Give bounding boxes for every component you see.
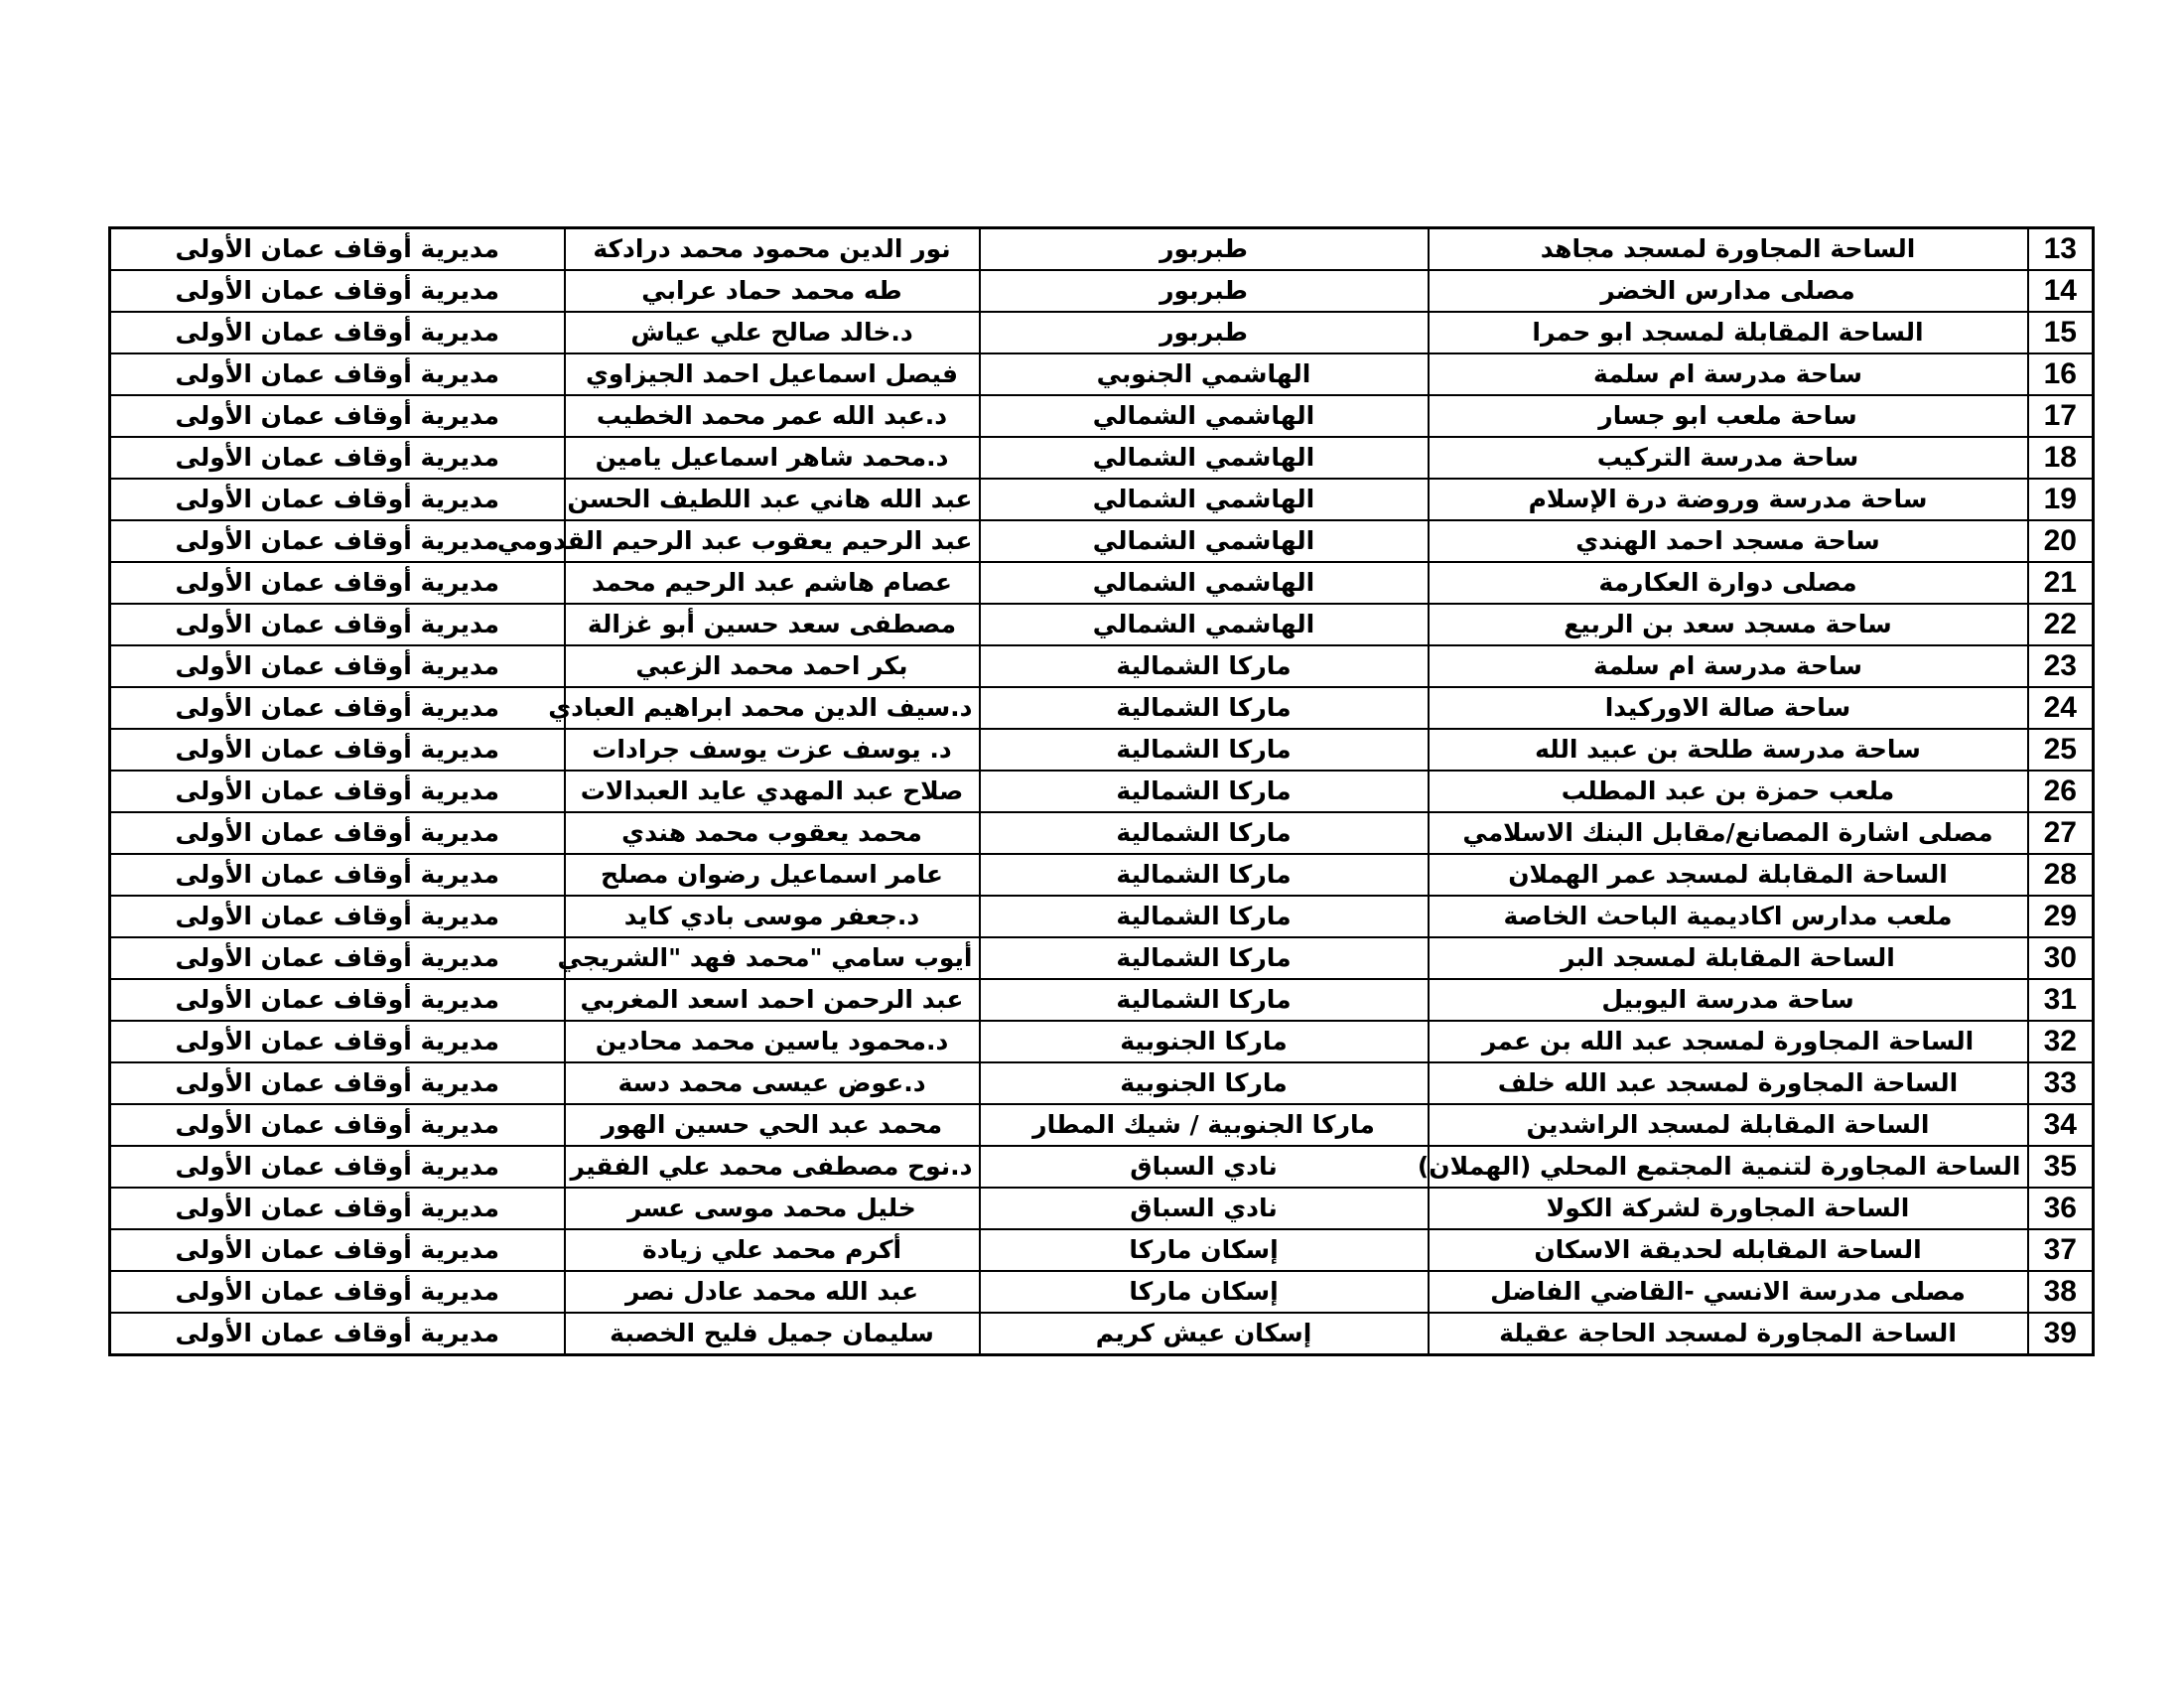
directorate-cell: مديرية أوقاف عمان الأولى — [110, 729, 565, 771]
area-cell: ماركا الشمالية — [980, 979, 1429, 1021]
directorate-cell: مديرية أوقاف عمان الأولى — [110, 812, 565, 854]
row-number: 18 — [2028, 437, 2094, 479]
row-number: 15 — [2028, 312, 2094, 353]
area-cell: ماركا الشمالية — [980, 687, 1429, 729]
area-cell: الهاشمي الشمالي — [980, 604, 1429, 645]
table-row — [110, 979, 2094, 1021]
location-cell: ساحة مسجد سعد بن الربيع — [1429, 604, 2028, 645]
person-name-cell: مصطفى سعد حسين أبو غزالة — [565, 604, 980, 645]
person-name-cell: د.جعفر موسى بادي كايد — [565, 896, 980, 937]
location-cell: ساحة مدرسة طلحة بن عبيد الله — [1429, 729, 2028, 771]
row-number: 24 — [2028, 687, 2094, 729]
table-row — [110, 1021, 2094, 1062]
table-row — [110, 645, 2094, 687]
directorate-cell: مديرية أوقاف عمان الأولى — [110, 312, 565, 353]
table-row — [110, 562, 2094, 604]
area-cell: ماركا الجنوبية — [980, 1021, 1429, 1062]
row-number: 32 — [2028, 1021, 2094, 1062]
directorate-cell: مديرية أوقاف عمان الأولى — [110, 353, 565, 395]
location-cell: الساحة المقابلة لمسجد البر — [1429, 937, 2028, 979]
area-cell: ماركا الشمالية — [980, 854, 1429, 896]
location-cell: مصلى دوارة العكارمة — [1429, 562, 2028, 604]
area-cell: نادي السباق — [980, 1146, 1429, 1188]
location-cell: الساحة المجاورة لمسجد الحاجة عقيلة — [1429, 1313, 2028, 1355]
person-name-cell: عبد الرحيم يعقوب عبد الرحيم القدومي — [565, 520, 980, 562]
directorate-cell: مديرية أوقاف عمان الأولى — [110, 854, 565, 896]
area-cell: طبربور — [980, 312, 1429, 353]
location-cell: الساحة المقابلة لمسجد عمر الهملان — [1429, 854, 2028, 896]
row-number: 16 — [2028, 353, 2094, 395]
prayer-locations-table — [108, 226, 2095, 1356]
area-cell: ماركا الشمالية — [980, 937, 1429, 979]
row-number: 22 — [2028, 604, 2094, 645]
location-cell: ساحة مسجد احمد الهندي — [1429, 520, 2028, 562]
row-number: 38 — [2028, 1271, 2094, 1313]
table-row — [110, 270, 2094, 312]
area-cell: إسكان ماركا — [980, 1271, 1429, 1313]
person-name-cell: د. يوسف عزت يوسف جرادات — [565, 729, 980, 771]
directorate-cell: مديرية أوقاف عمان الأولى — [110, 896, 565, 937]
row-number: 30 — [2028, 937, 2094, 979]
row-number: 26 — [2028, 771, 2094, 812]
area-cell: الهاشمي الشمالي — [980, 395, 1429, 437]
table-row — [110, 687, 2094, 729]
area-cell: إسكان عيش كريم — [980, 1313, 1429, 1355]
person-name-cell: خليل محمد موسى عسر — [565, 1188, 980, 1229]
location-cell: ساحة مدرسة اليوبيل — [1429, 979, 2028, 1021]
table-row — [110, 395, 2094, 437]
location-cell: ملعب حمزة بن عبد المطلب — [1429, 771, 2028, 812]
location-cell: ساحة مدرسة ام سلمة — [1429, 353, 2028, 395]
location-cell: ساحة صالة الاوركيدا — [1429, 687, 2028, 729]
person-name-cell: د.محمد شاهر اسماعيل يامين — [565, 437, 980, 479]
directorate-cell: مديرية أوقاف عمان الأولى — [110, 1062, 565, 1104]
row-number: 25 — [2028, 729, 2094, 771]
person-name-cell: محمد يعقوب محمد هندي — [565, 812, 980, 854]
row-number: 13 — [2028, 228, 2094, 271]
location-cell: الساحة المجاورة لمسجد عبد الله خلف — [1429, 1062, 2028, 1104]
person-name-cell: أكرم محمد علي زيادة — [565, 1229, 980, 1271]
directorate-cell: مديرية أوقاف عمان الأولى — [110, 1313, 565, 1355]
directorate-cell: مديرية أوقاف عمان الأولى — [110, 437, 565, 479]
directorate-cell: مديرية أوقاف عمان الأولى — [110, 520, 565, 562]
location-cell: مصلى مدرسة الانسي -القاضي الفاضل — [1429, 1271, 2028, 1313]
row-number: 36 — [2028, 1188, 2094, 1229]
person-name-cell: فيصل اسماعيل احمد الجيزاوي — [565, 353, 980, 395]
person-name-cell: بكر احمد محمد الزعبي — [565, 645, 980, 687]
row-number: 35 — [2028, 1146, 2094, 1188]
row-number: 17 — [2028, 395, 2094, 437]
row-number: 19 — [2028, 479, 2094, 520]
area-cell: نادي السباق — [980, 1188, 1429, 1229]
table-row — [110, 1146, 2094, 1188]
location-cell: مصلى مدارس الخضر — [1429, 270, 2028, 312]
area-cell: الهاشمي الشمالي — [980, 479, 1429, 520]
location-cell: الساحة المقابلة لمسجد الراشدين — [1429, 1104, 2028, 1146]
person-name-cell: عامر اسماعيل رضوان مصلح — [565, 854, 980, 896]
area-cell: ماركا الشمالية — [980, 896, 1429, 937]
row-number: 29 — [2028, 896, 2094, 937]
location-cell: الساحة المقابلة لمسجد ابو حمرا — [1429, 312, 2028, 353]
row-number: 27 — [2028, 812, 2094, 854]
row-number: 34 — [2028, 1104, 2094, 1146]
person-name-cell: عبد الرحمن احمد اسعد المغربي — [565, 979, 980, 1021]
table-row — [110, 228, 2094, 271]
person-name-cell: صلاح عبد المهدي عايد العبدالات — [565, 771, 980, 812]
area-cell: ماركا الجنوبية / شيك المطار — [980, 1104, 1429, 1146]
person-name-cell: د.نوح مصطفى محمد علي الفقير — [565, 1146, 980, 1188]
directorate-cell: مديرية أوقاف عمان الأولى — [110, 1146, 565, 1188]
area-cell: الهاشمي الشمالي — [980, 520, 1429, 562]
person-name-cell: عصام هاشم عبد الرحيم محمد — [565, 562, 980, 604]
table-row — [110, 937, 2094, 979]
table-row — [110, 312, 2094, 353]
row-number: 14 — [2028, 270, 2094, 312]
directorate-cell: مديرية أوقاف عمان الأولى — [110, 228, 565, 271]
person-name-cell: د.محمود ياسين محمد محادين — [565, 1021, 980, 1062]
location-cell: الساحة المجاورة لمسجد مجاهد — [1429, 228, 2028, 271]
person-name-cell: عبد الله هاني عبد اللطيف الحسن — [565, 479, 980, 520]
person-name-cell: د.عبد الله عمر محمد الخطيب — [565, 395, 980, 437]
directorate-cell: مديرية أوقاف عمان الأولى — [110, 1104, 565, 1146]
table-row — [110, 604, 2094, 645]
directorate-cell: مديرية أوقاف عمان الأولى — [110, 604, 565, 645]
location-cell: ساحة مدرسة ام سلمة — [1429, 645, 2028, 687]
directorate-cell: مديرية أوقاف عمان الأولى — [110, 270, 565, 312]
person-name-cell: د.خالد صالح علي عياش — [565, 312, 980, 353]
table-row — [110, 1104, 2094, 1146]
directorate-cell: مديرية أوقاف عمان الأولى — [110, 937, 565, 979]
area-cell: الهاشمي الشمالي — [980, 437, 1429, 479]
directorate-cell: مديرية أوقاف عمان الأولى — [110, 562, 565, 604]
table-body — [110, 228, 2094, 1355]
area-cell: الهاشمي الجنوبي — [980, 353, 1429, 395]
row-number: 37 — [2028, 1229, 2094, 1271]
location-cell: الساحة المجاورة لتنمية المجتمع المحلي (الهملان) — [1429, 1146, 2028, 1188]
area-cell: ماركا الشمالية — [980, 645, 1429, 687]
person-name-cell: نور الدين محمود محمد درادكة — [565, 228, 980, 271]
directorate-cell: مديرية أوقاف عمان الأولى — [110, 395, 565, 437]
location-cell: الساحة المجاورة لمسجد عبد الله بن عمر — [1429, 1021, 2028, 1062]
directorate-cell: مديرية أوقاف عمان الأولى — [110, 1188, 565, 1229]
directorate-cell: مديرية أوقاف عمان الأولى — [110, 645, 565, 687]
directorate-cell: مديرية أوقاف عمان الأولى — [110, 687, 565, 729]
row-number: 39 — [2028, 1313, 2094, 1355]
table-row — [110, 437, 2094, 479]
table-row — [110, 1188, 2094, 1229]
table-row — [110, 1062, 2094, 1104]
directorate-cell: مديرية أوقاف عمان الأولى — [110, 979, 565, 1021]
table-row — [110, 896, 2094, 937]
table-row — [110, 729, 2094, 771]
directorate-cell: مديرية أوقاف عمان الأولى — [110, 1229, 565, 1271]
location-cell: ملعب مدارس اكاديمية الباحث الخاصة — [1429, 896, 2028, 937]
table-row — [110, 520, 2094, 562]
row-number: 28 — [2028, 854, 2094, 896]
table-row — [110, 771, 2094, 812]
table-row — [110, 1229, 2094, 1271]
directorate-cell: مديرية أوقاف عمان الأولى — [110, 479, 565, 520]
area-cell: الهاشمي الشمالي — [980, 562, 1429, 604]
directorate-cell: مديرية أوقاف عمان الأولى — [110, 1271, 565, 1313]
area-cell: طبربور — [980, 270, 1429, 312]
person-name-cell: د.سيف الدين محمد ابراهيم العبادي — [565, 687, 980, 729]
person-name-cell: طه محمد حماد عرابي — [565, 270, 980, 312]
person-name-cell: أيوب سامي "محمد فهد "الشريجي — [565, 937, 980, 979]
row-number: 23 — [2028, 645, 2094, 687]
location-cell: ساحة مدرسة التركيب — [1429, 437, 2028, 479]
table-row — [110, 353, 2094, 395]
table-row — [110, 854, 2094, 896]
table-row — [110, 1271, 2094, 1313]
row-number: 33 — [2028, 1062, 2094, 1104]
location-cell: مصلى اشارة المصانع/مقابل البنك الاسلامي — [1429, 812, 2028, 854]
area-cell: طبربور — [980, 228, 1429, 271]
person-name-cell: محمد عبد الحي حسين الهور — [565, 1104, 980, 1146]
location-cell: ساحة ملعب ابو جسار — [1429, 395, 2028, 437]
table-row — [110, 1313, 2094, 1355]
person-name-cell: سليمان جميل فليح الخصبة — [565, 1313, 980, 1355]
table-row — [110, 812, 2094, 854]
directorate-cell: مديرية أوقاف عمان الأولى — [110, 771, 565, 812]
location-cell: الساحة المقابله لحديقة الاسكان — [1429, 1229, 2028, 1271]
table-row — [110, 479, 2094, 520]
location-cell: ساحة مدرسة وروضة درة الإسلام — [1429, 479, 2028, 520]
directorate-cell: مديرية أوقاف عمان الأولى — [110, 1021, 565, 1062]
area-cell: ماركا الشمالية — [980, 729, 1429, 771]
area-cell: ماركا الشمالية — [980, 812, 1429, 854]
row-number: 31 — [2028, 979, 2094, 1021]
location-cell: الساحة المجاورة لشركة الكولا — [1429, 1188, 2028, 1229]
row-number: 21 — [2028, 562, 2094, 604]
area-cell: إسكان ماركا — [980, 1229, 1429, 1271]
person-name-cell: عبد الله محمد عادل نصر — [565, 1271, 980, 1313]
person-name-cell: د.عوض عيسى محمد دسة — [565, 1062, 980, 1104]
row-number: 20 — [2028, 520, 2094, 562]
area-cell: ماركا الجنوبية — [980, 1062, 1429, 1104]
area-cell: ماركا الشمالية — [980, 771, 1429, 812]
